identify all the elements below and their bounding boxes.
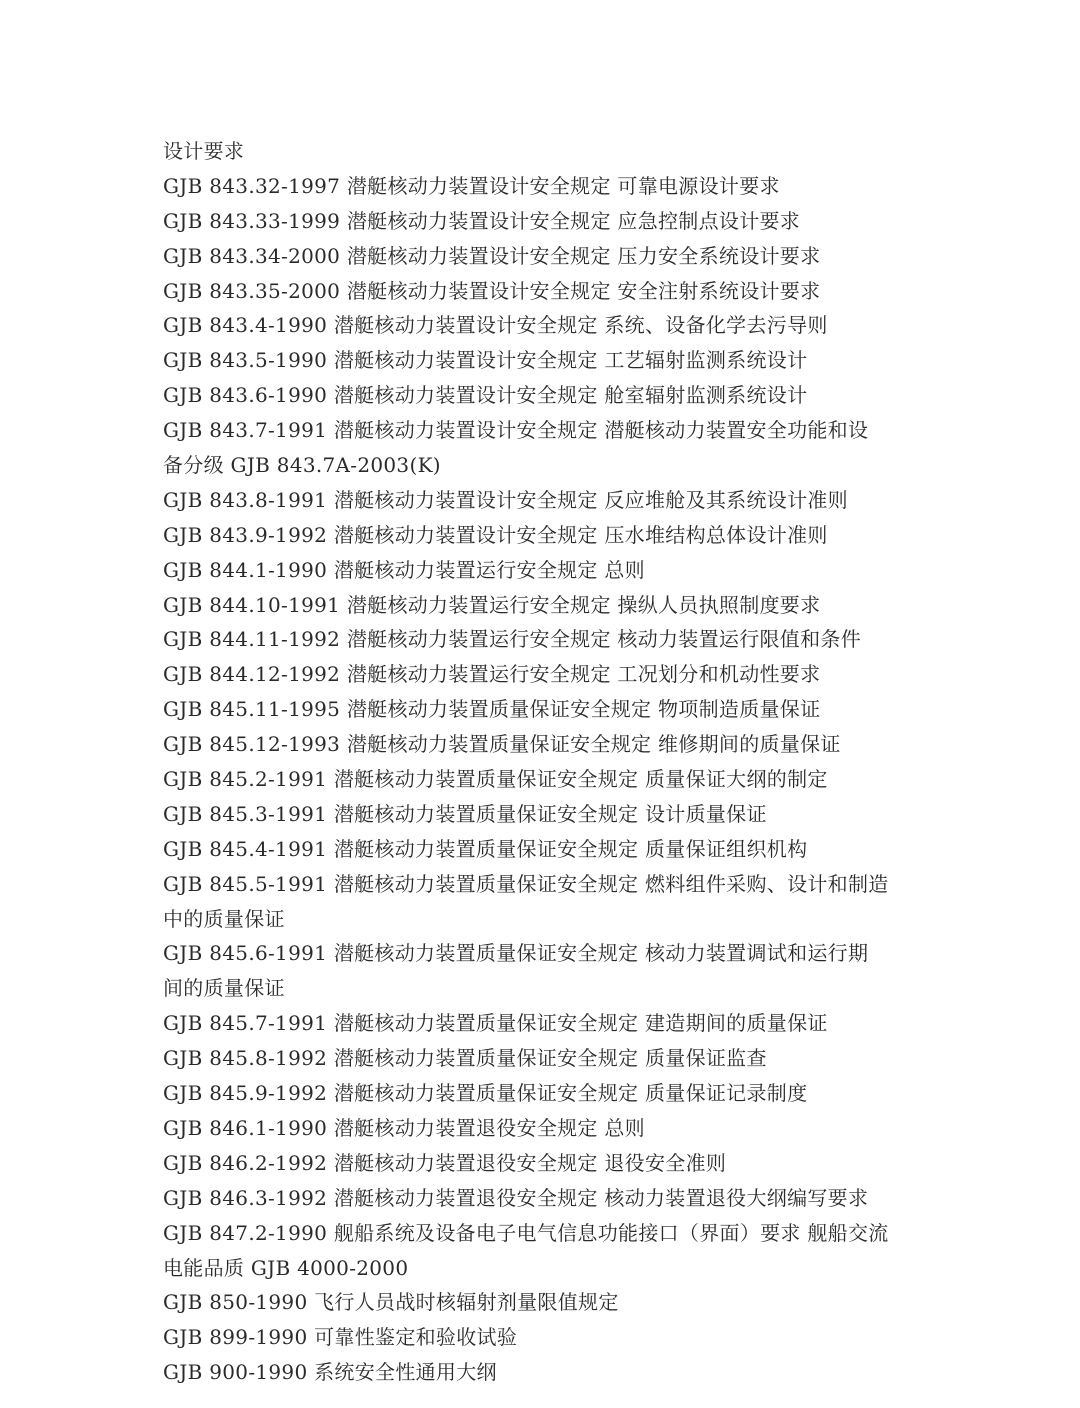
text-line: 备分级 GJB 843.7A-2003(K) xyxy=(163,453,441,478)
text-line: GJB 845.3-1991 潜艇核动力装置质量保证安全规定 设计质量保证 xyxy=(163,801,767,826)
text-line: GJB 845.5-1991 潜艇核动力装置质量保证安全规定 燃料组件采购、设计和制造 xyxy=(163,871,889,896)
text-line: GJB 845.8-1992 潜艇核动力装置质量保证安全规定 质量保证监查 xyxy=(163,1046,767,1071)
text-line: GJB 843.35-2000 潜艇核动力装置设计安全规定 安全注射系统设计要求 xyxy=(163,278,821,303)
text-line: GJB 846.2-1992 潜艇核动力装置退役安全规定 退役安全准则 xyxy=(163,1150,727,1175)
text-line: GJB 843.9-1992 潜艇核动力装置设计安全规定 压水堆结构总体设计准则 xyxy=(163,522,828,547)
text-line: GJB 845.12-1993 潜艇核动力装置质量保证安全规定 维修期间的质量保证 xyxy=(163,732,841,757)
text-line: GJB 847.2-1990 舰船系统及设备电子电气信息功能接口（界面）要求 舰船交流 xyxy=(163,1220,889,1245)
text-line: GJB 843.7-1991 潜艇核动力装置设计安全规定 潜艇核动力装置安全功能和设 xyxy=(163,418,869,443)
text-line: 电能品质 GJB 4000-2000 xyxy=(163,1255,409,1280)
text-line: 中的质量保证 xyxy=(163,906,285,931)
text-line: GJB 846.1-1990 潜艇核动力装置退役安全规定 总则 xyxy=(163,1115,645,1140)
text-line: GJB 845.4-1991 潜艇核动力装置质量保证安全规定 质量保证组织机构 xyxy=(163,836,808,861)
text-line: GJB 845.9-1992 潜艇核动力装置质量保证安全规定 质量保证记录制度 xyxy=(163,1081,808,1106)
text-line: GJB 843.5-1990 潜艇核动力装置设计安全规定 工艺辐射监测系统设计 xyxy=(163,348,808,373)
text-line: GJB 843.33-1999 潜艇核动力装置设计安全规定 应急控制点设计要求 xyxy=(163,208,801,233)
text-line: 设计要求 xyxy=(163,139,245,163)
text-line: GJB 844.11-1992 潜艇核动力装置运行安全规定 核动力装置运行限值和条件 xyxy=(163,627,861,652)
text-line: GJB 845.2-1991 潜艇核动力装置质量保证安全规定 质量保证大纲的制定 xyxy=(163,767,828,792)
document-body xyxy=(163,134,933,1390)
text-line: GJB 843.32-1997 潜艇核动力装置设计安全规定 可靠电源设计要求 xyxy=(163,173,780,198)
text-line: GJB 844.1-1990 潜艇核动力装置运行安全规定 总则 xyxy=(163,557,645,582)
text-line: GJB 843.6-1990 潜艇核动力装置设计安全规定 舱室辐射监测系统设计 xyxy=(163,383,808,408)
text-line: GJB 844.10-1991 潜艇核动力装置运行安全规定 操纵人员执照制度要求 xyxy=(163,592,821,617)
text-line: GJB 846.3-1992 潜艇核动力装置退役安全规定 核动力装置退役大纲编写要求 xyxy=(163,1185,869,1210)
text-line: GJB 843.4-1990 潜艇核动力装置设计安全规定 系统、设备化学去污导则 xyxy=(163,313,828,338)
text-line: GJB 850-1990 飞行人员战时核辐射剂量限值规定 xyxy=(163,1290,619,1315)
text-line: GJB 843.8-1991 潜艇核动力装置设计安全规定 反应堆舱及其系统设计准则 xyxy=(163,487,848,512)
text-line: GJB 900-1990 系统安全性通用大纲 xyxy=(163,1360,497,1385)
text-line: GJB 845.6-1991 潜艇核动力装置质量保证安全规定 核动力装置调试和运行期 xyxy=(163,941,869,966)
text-line: GJB 843.34-2000 潜艇核动力装置设计安全规定 压力安全系统设计要求 xyxy=(163,243,821,268)
text-line: GJB 899-1990 可靠性鉴定和验收试验 xyxy=(163,1325,518,1350)
text-line: GJB 845.7-1991 潜艇核动力装置质量保证安全规定 建造期间的质量保证 xyxy=(163,1011,828,1036)
text-line: GJB 844.12-1992 潜艇核动力装置运行安全规定 工况划分和机动性要求 xyxy=(163,662,821,687)
text-line: GJB 845.11-1995 潜艇核动力装置质量保证安全规定 物项制造质量保证 xyxy=(163,697,821,722)
text-line: 间的质量保证 xyxy=(163,976,285,1001)
